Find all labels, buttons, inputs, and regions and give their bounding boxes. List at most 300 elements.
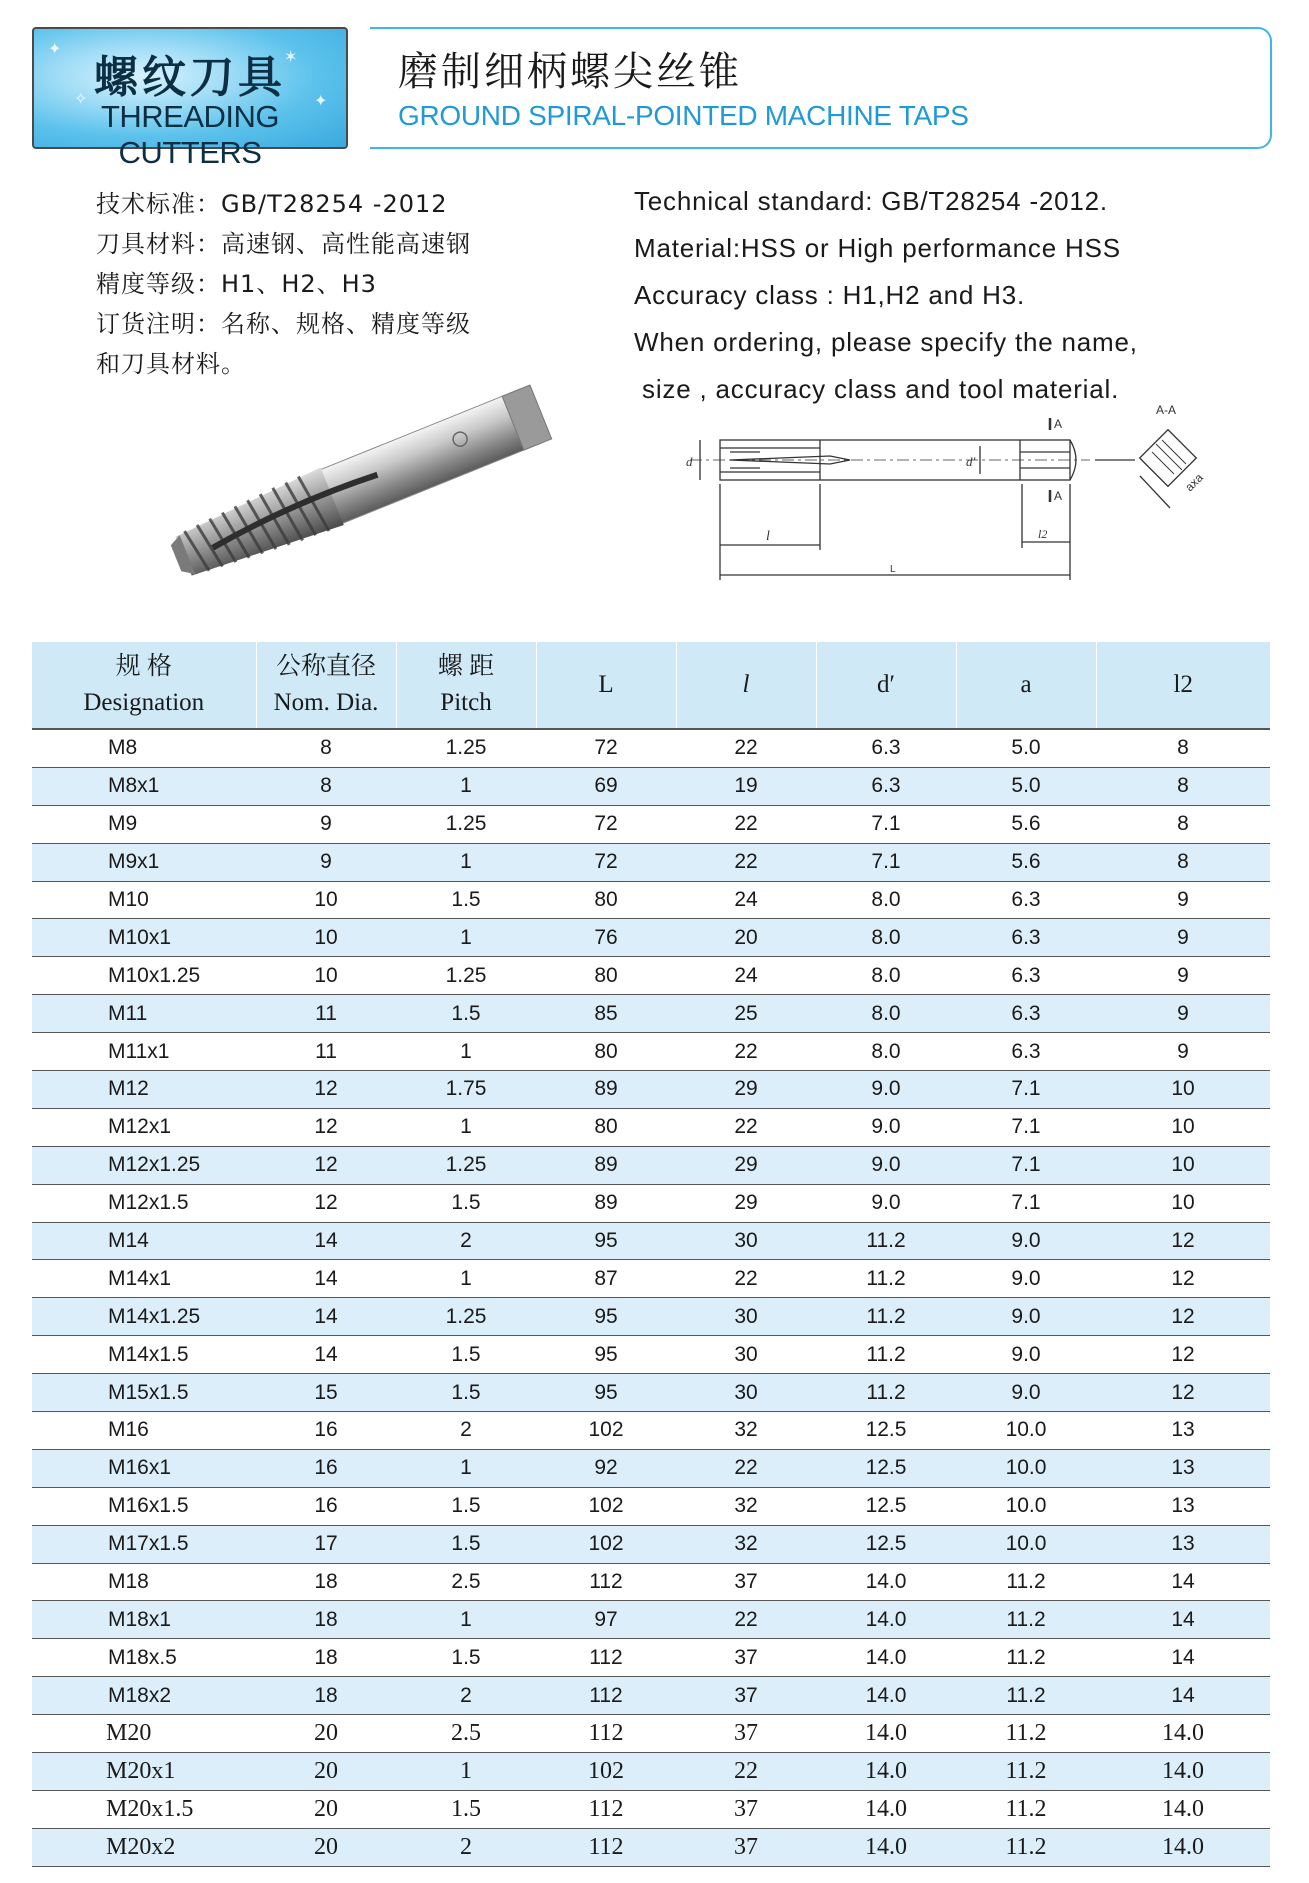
designation-cell: M12x1.25 bbox=[32, 1146, 256, 1184]
table-cell: 80 bbox=[536, 881, 676, 919]
table-cell: 11.2 bbox=[816, 1260, 956, 1298]
table-row bbox=[32, 1071, 1270, 1109]
table-cell: 14.0 bbox=[816, 1639, 956, 1677]
designation-cell: M14x1.5 bbox=[32, 1336, 256, 1374]
designation-cell: M20x2 bbox=[32, 1828, 256, 1866]
table-cell: 11.2 bbox=[956, 1715, 1096, 1753]
table-cell: 1.25 bbox=[396, 1298, 536, 1336]
table-row bbox=[32, 1715, 1270, 1753]
spec-line: size , accuracy class and tool material. bbox=[634, 374, 1120, 404]
category-badge bbox=[32, 27, 348, 170]
table-cell: 1.25 bbox=[396, 957, 536, 995]
table-cell: 30 bbox=[676, 1336, 816, 1374]
sparkle-icon: ✦ bbox=[48, 39, 62, 58]
table-cell: 112 bbox=[536, 1715, 676, 1753]
table-cell: 14 bbox=[1096, 1677, 1270, 1715]
designation-cell: M9 bbox=[32, 805, 256, 843]
table-cell: 5.0 bbox=[956, 767, 1096, 805]
table-row bbox=[32, 1525, 1270, 1563]
table-cell: 80 bbox=[536, 1108, 676, 1146]
table-cell: 11 bbox=[256, 995, 396, 1033]
table-row bbox=[32, 1184, 1270, 1222]
table-row bbox=[32, 1146, 1270, 1184]
badge-title-en: THREADING CUTTERS bbox=[100, 99, 280, 170]
table-cell: 10.0 bbox=[956, 1487, 1096, 1525]
table-cell: 22 bbox=[676, 1601, 816, 1639]
table-cell: 7.1 bbox=[816, 805, 956, 843]
table-cell: 14.0 bbox=[816, 1790, 956, 1828]
table-cell: 20 bbox=[256, 1828, 396, 1866]
table-cell: 14 bbox=[1096, 1563, 1270, 1601]
table-cell: 10.0 bbox=[956, 1449, 1096, 1487]
spec-line: Accuracy class : H1,H2 and H3. bbox=[634, 280, 1026, 310]
table-cell: 1.5 bbox=[396, 1525, 536, 1563]
table-cell: 1.5 bbox=[396, 1639, 536, 1677]
designation-cell: M12x1 bbox=[32, 1108, 256, 1146]
table-cell: 1 bbox=[396, 1449, 536, 1487]
table-cell: 1 bbox=[396, 1260, 536, 1298]
dim-L-label: L bbox=[890, 564, 896, 575]
table-cell: 11.2 bbox=[956, 1563, 1096, 1601]
table-cell: 1 bbox=[396, 843, 536, 881]
table-cell: 102 bbox=[536, 1525, 676, 1563]
table-cell: 9 bbox=[1096, 1033, 1270, 1071]
table-cell: 14 bbox=[256, 1298, 396, 1336]
table-cell: 10 bbox=[1096, 1146, 1270, 1184]
table-cell: 76 bbox=[536, 919, 676, 957]
table-cell: 22 bbox=[676, 1753, 816, 1791]
table-cell: 80 bbox=[536, 957, 676, 995]
table-cell: 69 bbox=[536, 767, 676, 805]
table-cell: 30 bbox=[676, 1222, 816, 1260]
table-cell: 8 bbox=[256, 767, 396, 805]
designation-cell: M8x1 bbox=[32, 767, 256, 805]
table-cell: 29 bbox=[676, 1071, 816, 1109]
table-cell: 1 bbox=[396, 919, 536, 957]
table-cell: 9 bbox=[1096, 919, 1270, 957]
page-title-en: GROUND SPIRAL-POINTED MACHINE TAPS bbox=[398, 100, 969, 131]
table-cell: 10.0 bbox=[956, 1525, 1096, 1563]
table-cell: 22 bbox=[676, 1033, 816, 1071]
table-cell: 12 bbox=[1096, 1260, 1270, 1298]
designation-cell: M16 bbox=[32, 1412, 256, 1450]
designation-cell: M20x1 bbox=[32, 1753, 256, 1791]
table-cell: 1.25 bbox=[396, 1146, 536, 1184]
table-cell: 8 bbox=[1096, 805, 1270, 843]
table-cell: 8.0 bbox=[816, 1033, 956, 1071]
table-cell: 1 bbox=[396, 1108, 536, 1146]
table-cell: 32 bbox=[676, 1487, 816, 1525]
table-cell: 32 bbox=[676, 1525, 816, 1563]
table-cell: 11.2 bbox=[816, 1336, 956, 1374]
table-cell: 14 bbox=[256, 1260, 396, 1298]
table-cell: 12 bbox=[256, 1108, 396, 1146]
sparkle-icon: ✦ bbox=[314, 91, 328, 110]
designation-cell: M18x1 bbox=[32, 1601, 256, 1639]
table-cell: 10 bbox=[256, 919, 396, 957]
table-row bbox=[32, 1487, 1270, 1525]
table-cell: 85 bbox=[536, 995, 676, 1033]
col-header-designation: 规 格 Designation bbox=[32, 642, 256, 729]
table-cell: 8 bbox=[1096, 843, 1270, 881]
specification-table bbox=[32, 642, 1270, 1867]
designation-cell: M18x.5 bbox=[32, 1639, 256, 1677]
table-cell: 102 bbox=[536, 1753, 676, 1791]
designation-cell: M10 bbox=[32, 881, 256, 919]
table-cell: 37 bbox=[676, 1639, 816, 1677]
table-cell: 14.0 bbox=[816, 1753, 956, 1791]
table-cell: 19 bbox=[676, 767, 816, 805]
table-cell: 13 bbox=[1096, 1412, 1270, 1450]
table-cell: 72 bbox=[536, 843, 676, 881]
table-cell: 12 bbox=[1096, 1336, 1270, 1374]
table-cell: 7.1 bbox=[956, 1146, 1096, 1184]
table-cell: 1.5 bbox=[396, 1374, 536, 1412]
table-cell: 32 bbox=[676, 1412, 816, 1450]
table-cell: 30 bbox=[676, 1374, 816, 1412]
table-cell: 9.0 bbox=[816, 1071, 956, 1109]
table-cell: 2 bbox=[396, 1222, 536, 1260]
table-cell: 9.0 bbox=[956, 1374, 1096, 1412]
table-cell: 72 bbox=[536, 805, 676, 843]
table-cell: 7.1 bbox=[956, 1108, 1096, 1146]
table-cell: 37 bbox=[676, 1715, 816, 1753]
table-cell: 6.3 bbox=[956, 957, 1096, 995]
tap-technical-drawing bbox=[670, 400, 1230, 590]
table-cell: 1 bbox=[396, 1753, 536, 1791]
table-cell: 11.2 bbox=[956, 1601, 1096, 1639]
table-cell: 95 bbox=[536, 1336, 676, 1374]
table-cell: 102 bbox=[536, 1487, 676, 1525]
table-cell: 10.0 bbox=[956, 1412, 1096, 1450]
table-cell: 5.6 bbox=[956, 805, 1096, 843]
table-cell: 8 bbox=[256, 729, 396, 767]
table-cell: 72 bbox=[536, 729, 676, 767]
table-cell: 12.5 bbox=[816, 1449, 956, 1487]
table-cell: 8.0 bbox=[816, 957, 956, 995]
table-cell: 25 bbox=[676, 995, 816, 1033]
table-cell: 12 bbox=[1096, 1374, 1270, 1412]
table-cell: 13 bbox=[1096, 1449, 1270, 1487]
table-cell: 20 bbox=[256, 1753, 396, 1791]
table-row bbox=[32, 1374, 1270, 1412]
table-row bbox=[32, 957, 1270, 995]
table-cell: 2 bbox=[396, 1828, 536, 1866]
table-cell: 24 bbox=[676, 957, 816, 995]
table-cell: 14.0 bbox=[1096, 1828, 1270, 1866]
table-cell: 9 bbox=[1096, 995, 1270, 1033]
designation-cell: M11x1 bbox=[32, 1033, 256, 1071]
cut-label-top: A bbox=[1054, 417, 1063, 431]
spec-line: Material:HSS or High performance HSS bbox=[634, 233, 1121, 263]
table-row bbox=[32, 1677, 1270, 1715]
table-cell: 9.0 bbox=[956, 1298, 1096, 1336]
table-cell: 5.6 bbox=[956, 843, 1096, 881]
table-row bbox=[32, 1790, 1270, 1828]
table-cell: 112 bbox=[536, 1790, 676, 1828]
designation-cell: M16x1.5 bbox=[32, 1487, 256, 1525]
table-cell: 1.5 bbox=[396, 1184, 536, 1222]
table-cell: 12 bbox=[256, 1184, 396, 1222]
table-cell: 12 bbox=[256, 1071, 396, 1109]
table-cell: 14.0 bbox=[1096, 1753, 1270, 1791]
table-cell: 10 bbox=[256, 957, 396, 995]
designation-cell: M18x2 bbox=[32, 1677, 256, 1715]
table-row bbox=[32, 729, 1270, 767]
table-cell: 13 bbox=[1096, 1487, 1270, 1525]
table-row bbox=[32, 1260, 1270, 1298]
table-cell: 16 bbox=[256, 1449, 396, 1487]
table-cell: 7.1 bbox=[816, 843, 956, 881]
table-row bbox=[32, 919, 1270, 957]
table-cell: 24 bbox=[676, 881, 816, 919]
table-cell: 22 bbox=[676, 843, 816, 881]
table-cell: 9.0 bbox=[956, 1222, 1096, 1260]
table-row bbox=[32, 1108, 1270, 1146]
table-cell: 5.0 bbox=[956, 729, 1096, 767]
table-cell: 9 bbox=[1096, 881, 1270, 919]
table-cell: 89 bbox=[536, 1146, 676, 1184]
table-cell: 7.1 bbox=[956, 1071, 1096, 1109]
table-cell: 14.0 bbox=[816, 1601, 956, 1639]
table-cell: 37 bbox=[676, 1563, 816, 1601]
table-cell: 18 bbox=[256, 1601, 396, 1639]
table-cell: 112 bbox=[536, 1563, 676, 1601]
table-cell: 2 bbox=[396, 1677, 536, 1715]
table-cell: 11 bbox=[256, 1033, 396, 1071]
table-cell: 87 bbox=[536, 1260, 676, 1298]
table-cell: 112 bbox=[536, 1677, 676, 1715]
table-cell: 1 bbox=[396, 1033, 536, 1071]
table-cell: 20 bbox=[676, 919, 816, 957]
table-cell: 9.0 bbox=[816, 1184, 956, 1222]
table-row bbox=[32, 1639, 1270, 1677]
table-header-row bbox=[32, 642, 1270, 729]
designation-cell: M20 bbox=[32, 1715, 256, 1753]
table-cell: 1 bbox=[396, 1601, 536, 1639]
table-cell: 11.2 bbox=[956, 1677, 1096, 1715]
table-row bbox=[32, 1033, 1270, 1071]
spec-line: Technical standard: GB/T28254 -2012. bbox=[634, 186, 1108, 216]
spec-line: 和刀具材料。 bbox=[96, 350, 246, 378]
table-row bbox=[32, 1222, 1270, 1260]
table-cell: 22 bbox=[676, 1449, 816, 1487]
table-cell: 95 bbox=[536, 1374, 676, 1412]
table-cell: 112 bbox=[536, 1828, 676, 1866]
table-cell: 22 bbox=[676, 1260, 816, 1298]
table-cell: 9.0 bbox=[816, 1108, 956, 1146]
table-cell: 7.1 bbox=[956, 1184, 1096, 1222]
section-label: A-A bbox=[1156, 403, 1177, 417]
table-row bbox=[32, 1601, 1270, 1639]
table-row bbox=[32, 1412, 1270, 1450]
table-cell: 92 bbox=[536, 1449, 676, 1487]
table-cell: 10 bbox=[256, 881, 396, 919]
table-cell: 11.2 bbox=[956, 1639, 1096, 1677]
table-cell: 11.2 bbox=[956, 1828, 1096, 1866]
table-cell: 12.5 bbox=[816, 1412, 956, 1450]
spec-list-cn bbox=[96, 184, 471, 384]
table-cell: 37 bbox=[676, 1790, 816, 1828]
table-row bbox=[32, 767, 1270, 805]
table-cell: 1.5 bbox=[396, 995, 536, 1033]
table-cell: 8.0 bbox=[816, 919, 956, 957]
table-row bbox=[32, 843, 1270, 881]
table-cell: 2 bbox=[396, 1412, 536, 1450]
table-cell: 1.5 bbox=[396, 881, 536, 919]
table-cell: 1.5 bbox=[396, 1336, 536, 1374]
table-cell: 29 bbox=[676, 1146, 816, 1184]
table-cell: 14.0 bbox=[816, 1715, 956, 1753]
table-cell: 102 bbox=[536, 1412, 676, 1450]
col-header-L: L bbox=[536, 642, 676, 729]
table-cell: 12 bbox=[1096, 1298, 1270, 1336]
designation-cell: M10x1.25 bbox=[32, 957, 256, 995]
table-cell: 14.0 bbox=[816, 1828, 956, 1866]
table-cell: 1.25 bbox=[396, 805, 536, 843]
designation-cell: M8 bbox=[32, 729, 256, 767]
table-cell: 6.3 bbox=[956, 919, 1096, 957]
table-cell: 6.3 bbox=[816, 767, 956, 805]
designation-cell: M14 bbox=[32, 1222, 256, 1260]
dim-l2-label: l2 bbox=[1038, 527, 1048, 541]
table-row bbox=[32, 1298, 1270, 1336]
table-cell: 20 bbox=[256, 1790, 396, 1828]
table-cell: 9 bbox=[1096, 957, 1270, 995]
table-cell: 30 bbox=[676, 1298, 816, 1336]
table-cell: 11.2 bbox=[816, 1222, 956, 1260]
table-row bbox=[32, 1563, 1270, 1601]
table-cell: 9 bbox=[256, 805, 396, 843]
table-cell: 12.5 bbox=[816, 1487, 956, 1525]
col-header-a: a bbox=[956, 642, 1096, 729]
table-cell: 18 bbox=[256, 1677, 396, 1715]
table-row bbox=[32, 1336, 1270, 1374]
table-cell: 11.2 bbox=[816, 1298, 956, 1336]
designation-cell: M12 bbox=[32, 1071, 256, 1109]
page-title-cn: 磨制细柄螺尖丝锥 bbox=[398, 49, 742, 95]
col-header-nom-dia: 公称直径 Nom. Dia. bbox=[256, 642, 396, 729]
sparkle-icon: ✧ bbox=[74, 89, 88, 108]
designation-cell: M9x1 bbox=[32, 843, 256, 881]
table-cell: 11.2 bbox=[956, 1790, 1096, 1828]
spec-line: 订货注明：名称、规格、精度等级 bbox=[96, 310, 471, 338]
table-row bbox=[32, 995, 1270, 1033]
table-cell: 15 bbox=[256, 1374, 396, 1412]
table-cell: 16 bbox=[256, 1412, 396, 1450]
table-cell: 1.5 bbox=[396, 1790, 536, 1828]
table-cell: 18 bbox=[256, 1639, 396, 1677]
table-cell: 22 bbox=[676, 729, 816, 767]
designation-cell: M15x1.5 bbox=[32, 1374, 256, 1412]
table-cell: 29 bbox=[676, 1184, 816, 1222]
table-cell: 6.3 bbox=[956, 881, 1096, 919]
table-cell: 80 bbox=[536, 1033, 676, 1071]
spec-line: 精度等级：H1、H2、H3 bbox=[96, 270, 377, 298]
table-cell: 8.0 bbox=[816, 881, 956, 919]
table-cell: 6.3 bbox=[956, 995, 1096, 1033]
table-cell: 14.0 bbox=[1096, 1715, 1270, 1753]
designation-cell: M20x1.5 bbox=[32, 1790, 256, 1828]
table-cell: 8 bbox=[1096, 729, 1270, 767]
table-cell: 89 bbox=[536, 1071, 676, 1109]
table-cell: 11.2 bbox=[816, 1374, 956, 1412]
table-cell: 17 bbox=[256, 1525, 396, 1563]
designation-cell: M10x1 bbox=[32, 919, 256, 957]
table-cell: 11.2 bbox=[956, 1753, 1096, 1791]
table-cell: 8.0 bbox=[816, 995, 956, 1033]
designation-cell: M12x1.5 bbox=[32, 1184, 256, 1222]
dim-d-label: d bbox=[686, 454, 693, 469]
table-cell: 1 bbox=[396, 767, 536, 805]
tap-photo-image bbox=[140, 390, 580, 580]
table-cell: 6.3 bbox=[816, 729, 956, 767]
designation-cell: M14x1 bbox=[32, 1260, 256, 1298]
table-cell: 14 bbox=[1096, 1639, 1270, 1677]
table-cell: 95 bbox=[536, 1298, 676, 1336]
dim-axa-label: axa bbox=[1182, 470, 1206, 495]
table-row bbox=[32, 805, 1270, 843]
table-cell: 22 bbox=[676, 805, 816, 843]
table-cell: 14.0 bbox=[816, 1563, 956, 1601]
designation-cell: M14x1.25 bbox=[32, 1298, 256, 1336]
table-cell: 12 bbox=[1096, 1222, 1270, 1260]
designation-cell: M18 bbox=[32, 1563, 256, 1601]
table-cell: 9.0 bbox=[956, 1260, 1096, 1298]
table-cell: 37 bbox=[676, 1677, 816, 1715]
table-cell: 9.0 bbox=[956, 1336, 1096, 1374]
table-cell: 12 bbox=[256, 1146, 396, 1184]
table-cell: 8 bbox=[1096, 767, 1270, 805]
col-header-d-prime: d′ bbox=[816, 642, 956, 729]
table-cell: 18 bbox=[256, 1563, 396, 1601]
table-cell: 2.5 bbox=[396, 1715, 536, 1753]
designation-cell: M16x1 bbox=[32, 1449, 256, 1487]
table-cell: 14 bbox=[256, 1336, 396, 1374]
table-cell: 20 bbox=[256, 1715, 396, 1753]
table-cell: 14 bbox=[1096, 1601, 1270, 1639]
col-header-l2: l2 bbox=[1096, 642, 1270, 729]
dim-l-label: l bbox=[766, 529, 770, 544]
table-cell: 112 bbox=[536, 1639, 676, 1677]
table-cell: 6.3 bbox=[956, 1033, 1096, 1071]
table-cell: 9.0 bbox=[816, 1146, 956, 1184]
table-cell: 89 bbox=[536, 1184, 676, 1222]
table-cell: 37 bbox=[676, 1828, 816, 1866]
spec-line: When ordering, please specify the name, bbox=[634, 327, 1138, 357]
table-cell: 13 bbox=[1096, 1525, 1270, 1563]
table-cell: 10 bbox=[1096, 1071, 1270, 1109]
table-row bbox=[32, 1449, 1270, 1487]
table-cell: 14.0 bbox=[816, 1677, 956, 1715]
table-cell: 12.5 bbox=[816, 1525, 956, 1563]
table-cell: 10 bbox=[1096, 1184, 1270, 1222]
table-cell: 95 bbox=[536, 1222, 676, 1260]
table-cell: 1.5 bbox=[396, 1487, 536, 1525]
col-header-pitch: 螺 距 Pitch bbox=[396, 642, 536, 729]
dim-d-prime-label: d' bbox=[966, 454, 976, 469]
table-cell: 1.75 bbox=[396, 1071, 536, 1109]
table-cell: 2.5 bbox=[396, 1563, 536, 1601]
designation-cell: M11 bbox=[32, 995, 256, 1033]
table-cell: 14.0 bbox=[1096, 1790, 1270, 1828]
spec-line: 刀具材料：高速钢、高性能高速钢 bbox=[96, 230, 471, 258]
col-header-l: l bbox=[676, 642, 816, 729]
table-cell: 22 bbox=[676, 1108, 816, 1146]
table-cell: 9 bbox=[256, 843, 396, 881]
designation-cell: M17x1.5 bbox=[32, 1525, 256, 1563]
table-cell: 97 bbox=[536, 1601, 676, 1639]
